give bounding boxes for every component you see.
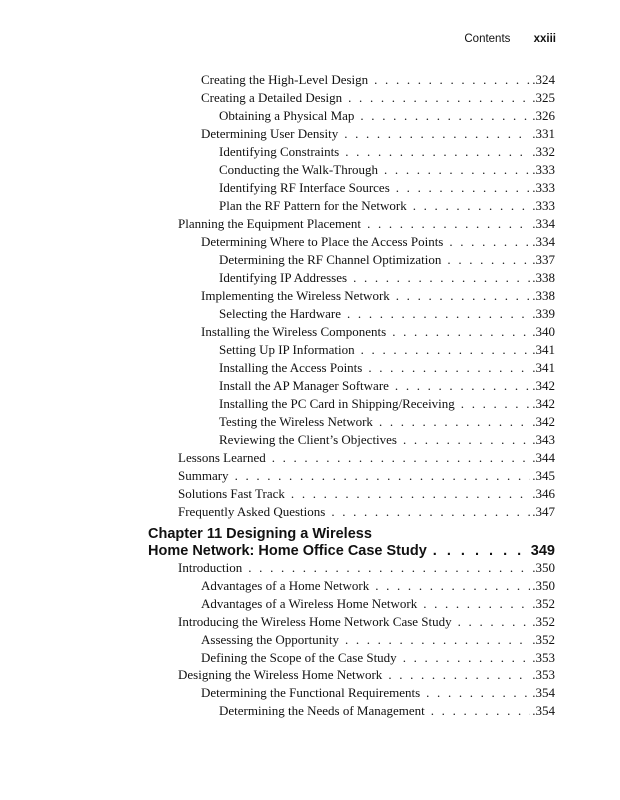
toc-entry[interactable] <box>178 215 555 233</box>
dot-leader <box>384 161 530 179</box>
toc-entry[interactable] <box>219 359 555 377</box>
toc-entry-page: .343 <box>532 432 555 447</box>
dot-leader <box>361 341 531 359</box>
toc-entry-page: .337 <box>532 252 555 267</box>
dot-leader <box>395 377 530 395</box>
dot-leader <box>392 323 530 341</box>
toc-entry-page: .326 <box>532 108 555 123</box>
dot-leader <box>379 413 530 431</box>
dot-leader <box>458 613 531 631</box>
toc-entry[interactable] <box>201 577 555 595</box>
toc-entry[interactable] <box>219 431 555 449</box>
toc-entry-title: Reviewing the Client’s Objectives <box>219 432 397 447</box>
dot-leader <box>374 71 530 89</box>
toc-entry-title: Designing the Wireless Home Network <box>178 667 383 682</box>
toc-entry[interactable] <box>219 305 555 323</box>
toc-entry[interactable] <box>201 125 555 143</box>
toc-entry-title: Determining User Density <box>201 126 339 141</box>
toc-entry-page: .354 <box>532 685 555 700</box>
dot-leader <box>461 395 530 413</box>
dot-leader <box>348 89 530 107</box>
toc-entry-page: .324 <box>532 72 555 87</box>
toc-entry-title: Creating a Detailed Design <box>201 90 343 105</box>
toc-entry[interactable] <box>178 666 555 684</box>
toc-entry-title: Selecting the Hardware <box>219 306 342 321</box>
toc-entry-title: Determining the Functional Requirements <box>201 685 421 700</box>
toc-entry[interactable] <box>178 449 555 467</box>
chapter-heading[interactable] <box>148 526 555 560</box>
toc-entry[interactable] <box>219 269 555 287</box>
dot-leader <box>403 649 531 667</box>
toc-entry-page: .332 <box>532 144 555 159</box>
dot-leader <box>433 543 527 560</box>
dot-leader <box>331 503 530 521</box>
toc-entry-title: Lessons Learned <box>178 450 266 465</box>
toc-entry-page: .338 <box>532 270 555 285</box>
toc-entry-title: Installing the Wireless Components <box>201 324 387 339</box>
dot-leader <box>423 595 530 613</box>
toc-entry-title: Introducing the Wireless Home Network Case Study <box>178 614 452 629</box>
dot-leader <box>344 125 530 143</box>
toc-entry[interactable] <box>178 485 555 503</box>
toc-entry-title: Creating the High-Level Design <box>201 72 369 87</box>
toc-entry[interactable] <box>219 702 555 720</box>
toc-entry-page: .350 <box>532 578 555 593</box>
toc-entry-title: Summary <box>178 468 229 483</box>
toc-entry-title: Identifying RF Interface Sources <box>219 180 390 195</box>
toc-entry[interactable] <box>219 377 555 395</box>
dot-leader <box>447 251 530 269</box>
dot-leader <box>375 577 530 595</box>
toc-entry[interactable] <box>219 197 555 215</box>
toc-entry[interactable] <box>219 341 555 359</box>
toc-entry-page: .342 <box>532 396 555 411</box>
toc-entry-title: Setting Up IP Information <box>219 342 355 357</box>
toc-entry-page: .353 <box>532 667 555 682</box>
toc-entry-page: .331 <box>532 126 555 141</box>
toc-entry-title: Conducting the Walk-Through <box>219 162 379 177</box>
toc-entry[interactable] <box>178 503 555 521</box>
toc-entry-title: Introduction <box>178 560 243 575</box>
toc-entry[interactable] <box>219 161 555 179</box>
toc-entry[interactable] <box>201 287 555 305</box>
toc-entry-page: .325 <box>532 90 555 105</box>
toc-entry-page: .347 <box>532 504 555 519</box>
toc-entry[interactable] <box>201 631 555 649</box>
toc-entry-title: Defining the Scope of the Case Study <box>201 650 397 665</box>
toc-entry-title: Installing the PC Card in Shipping/Receiving <box>219 396 455 411</box>
header-section-title: Contents <box>464 33 511 45</box>
toc-entry-title: Identifying Constraints <box>219 144 340 159</box>
toc-entry-page: .341 <box>532 360 555 375</box>
toc-entry-title: Determining Where to Place the Access Points <box>201 234 444 249</box>
toc-entry-page: .334 <box>532 216 555 231</box>
toc-entry-title: Advantages of a Wireless Home Network <box>201 596 418 611</box>
toc-entry-title: Planning the Equipment Placement <box>178 216 362 231</box>
toc-entry[interactable] <box>201 233 555 251</box>
dot-leader <box>272 449 531 467</box>
toc-entry[interactable] <box>201 323 555 341</box>
toc-entry[interactable] <box>219 413 555 431</box>
toc-entry[interactable] <box>201 684 555 702</box>
toc-entry[interactable] <box>219 179 555 197</box>
dot-leader <box>449 233 530 251</box>
toc-entry-page: .341 <box>532 342 555 357</box>
toc-entry-title: Frequently Asked Questions <box>178 504 326 519</box>
toc-entry-title: Installing the Access Points <box>219 360 363 375</box>
toc-entry[interactable] <box>178 467 555 485</box>
chapter-title-line2: Home Network: Home Office Case Study <box>148 543 427 559</box>
dot-leader <box>347 305 530 323</box>
dot-leader <box>396 179 530 197</box>
toc-entry-title: Identifying IP Addresses <box>219 270 348 285</box>
toc-entry-page: .342 <box>532 414 555 429</box>
toc-entry-title: Testing the Wireless Network <box>219 414 373 429</box>
toc-entry-title: Install the AP Manager Software <box>219 378 389 393</box>
dot-leader <box>248 559 530 577</box>
toc-entry-page: .352 <box>532 614 555 629</box>
toc-entry[interactable] <box>219 395 555 413</box>
toc-entry-title: Plan the RF Pattern for the Network <box>219 198 407 213</box>
toc-entry[interactable] <box>219 251 555 269</box>
dot-leader <box>368 359 530 377</box>
dot-leader <box>291 485 530 503</box>
toc-entry[interactable] <box>201 649 555 667</box>
dot-leader <box>388 666 530 684</box>
toc-entry-title: Implementing the Wireless Network <box>201 288 390 303</box>
toc-entry-page: .350 <box>532 560 555 575</box>
dot-leader <box>396 287 530 305</box>
dot-leader <box>345 143 530 161</box>
toc-entry[interactable] <box>201 71 555 89</box>
toc-entry-page: .333 <box>532 162 555 177</box>
toc-entry-title: Obtaining a Physical Map <box>219 108 355 123</box>
toc-entry-title: Solutions Fast Track <box>178 486 285 501</box>
toc-entry-page: .333 <box>532 180 555 195</box>
toc-entry-page: .342 <box>532 378 555 393</box>
dot-leader <box>353 269 530 287</box>
toc-entry[interactable] <box>219 107 555 125</box>
dot-leader <box>403 431 530 449</box>
toc-entry-page: .333 <box>532 198 555 213</box>
dot-leader <box>360 107 530 125</box>
dot-leader <box>345 631 530 649</box>
chapter-title-line1: Chapter 11 Designing a Wireless <box>148 526 372 542</box>
header-page-number: xxiii <box>533 33 556 45</box>
dot-leader <box>431 702 530 720</box>
toc-entry-page: .354 <box>532 703 555 718</box>
dot-leader <box>413 197 531 215</box>
toc-entry[interactable] <box>219 143 555 161</box>
toc-entry-title: Determining the RF Channel Optimization <box>219 252 442 267</box>
toc-entry-page: .338 <box>532 288 555 303</box>
dot-leader <box>426 684 530 702</box>
toc-entry-page: .346 <box>532 486 555 501</box>
toc-entry[interactable] <box>178 559 555 577</box>
toc-entry-page: .352 <box>532 596 555 611</box>
toc-entry-title: Determining the Needs of Management <box>219 703 425 718</box>
toc-entry-page: .334 <box>532 234 555 249</box>
toc-entry-page: .344 <box>532 450 555 465</box>
toc-entry[interactable] <box>201 89 555 107</box>
toc-entry-page: .340 <box>532 324 555 339</box>
toc-entry-page: .339 <box>532 306 555 321</box>
toc-entry-title: Advantages of a Home Network <box>201 578 370 593</box>
toc-entry-page: .345 <box>532 468 555 483</box>
toc-entry-title: Assessing the Opportunity <box>201 632 339 647</box>
chapter-page-number: 349 <box>530 543 555 559</box>
running-header <box>464 33 556 45</box>
toc-entry[interactable] <box>201 595 555 613</box>
dot-leader <box>367 215 530 233</box>
toc-entry[interactable] <box>178 613 555 631</box>
dot-leader <box>235 467 531 485</box>
toc-entry-page: .353 <box>532 650 555 665</box>
toc-entry-page: .352 <box>532 632 555 647</box>
